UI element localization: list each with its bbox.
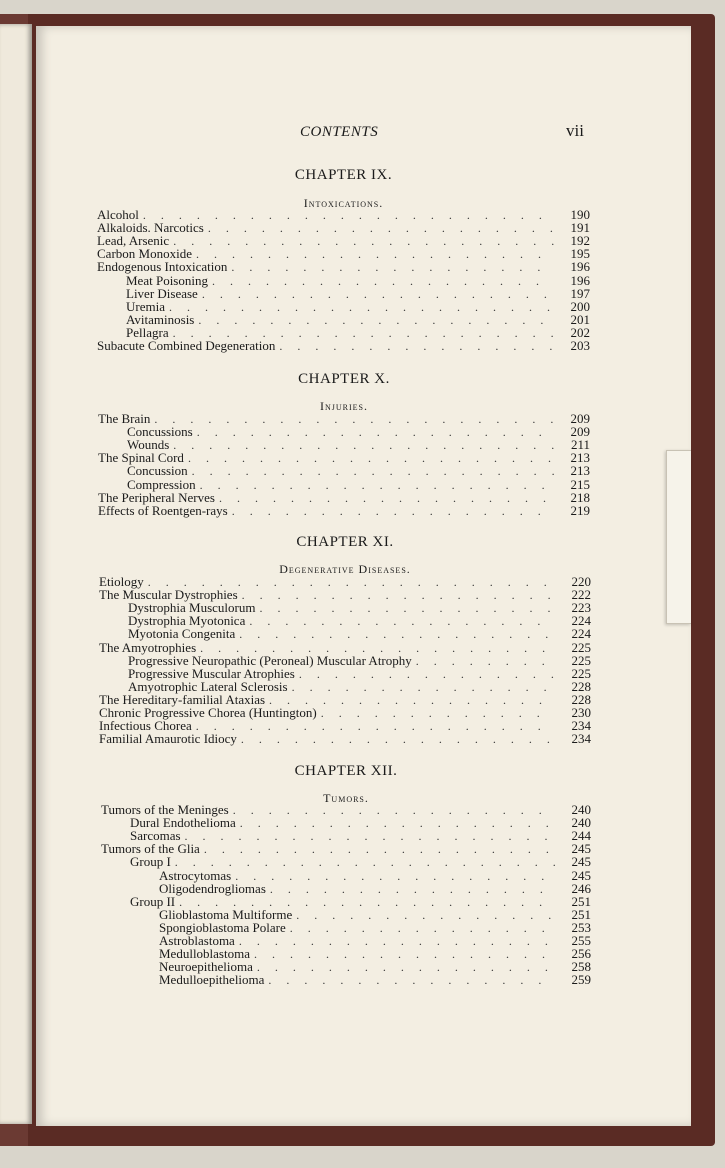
toc-entry-page: 211: [570, 437, 590, 453]
toc-entry-title: Liver Disease: [126, 285, 198, 301]
toc-entry-page: 255: [571, 933, 591, 948]
toc-entry[interactable]: [130, 816, 591, 830]
toc-entry-page: 228: [571, 678, 591, 694]
toc-entry-page: 201: [570, 311, 590, 327]
toc-entry-title: Amyotrophic Lateral Sclerosis: [128, 678, 288, 694]
toc-entry-page: 234: [571, 718, 591, 734]
chapter-title: CHAPTER IX.: [294, 167, 393, 183]
dot-leader: [241, 732, 555, 746]
toc-entry-title: Compression: [127, 476, 196, 492]
toc-entry-title: Uremia: [126, 298, 165, 314]
toc-entry-page: 222: [571, 587, 591, 603]
toc-entry[interactable]: [128, 627, 591, 641]
toc-entry-title: Endogenous Intoxication: [97, 259, 228, 275]
toc-entry-title: Sarcomas: [130, 828, 181, 844]
toc-entry[interactable]: [126, 287, 590, 301]
dot-leader: [321, 706, 555, 720]
toc-entry-page: 258: [571, 959, 591, 975]
toc-entry-page: 225: [571, 639, 591, 655]
toc-entry-page: 197: [570, 285, 590, 301]
toc-entry[interactable]: [159, 973, 591, 987]
dot-leader: [240, 816, 555, 830]
dot-leader: [196, 719, 555, 733]
toc-entry-title: Avitaminosis: [126, 311, 195, 327]
toc-entry-page: 200: [570, 298, 590, 314]
dot-leader: [154, 412, 554, 426]
toc-entry-page: 230: [571, 705, 591, 720]
toc-entry-page: 244: [571, 828, 591, 844]
toc-entry[interactable]: [97, 221, 590, 235]
toc-entry-page: 240: [571, 815, 591, 831]
dot-leader: [196, 247, 554, 261]
section-heading: Tumors.: [323, 791, 369, 805]
dot-leader: [198, 313, 554, 327]
toc-entry-title: The Muscular Dystrophies: [99, 587, 238, 603]
dot-leader: [242, 588, 555, 602]
toc-entry[interactable]: [126, 313, 590, 327]
section-heading: Intoxications.: [303, 196, 384, 210]
toc-entry-title: Astroblastoma: [159, 933, 235, 948]
dot-leader: [192, 464, 554, 478]
toc-entry-page: 224: [571, 613, 591, 629]
dot-leader: [259, 601, 555, 615]
dot-leader: [239, 627, 555, 641]
toc-entry-page: 228: [571, 691, 591, 707]
toc-entry-page: 251: [571, 906, 591, 922]
toc-entry-title: Tumors of the Glia: [101, 841, 200, 857]
toc-entry-title: The Amyotrophies: [99, 639, 197, 655]
section-heading: Degenerative Diseases.: [279, 562, 411, 576]
toc-entry-title: Concussions: [127, 424, 193, 440]
dot-leader: [235, 869, 555, 883]
toc-entry[interactable]: [101, 842, 591, 856]
dot-leader: [202, 287, 554, 301]
chapter-title: CHAPTER XII.: [294, 763, 398, 779]
toc-entry-title: Concussion: [127, 463, 188, 479]
dot-leader: [204, 842, 555, 856]
toc-entry-page: 213: [570, 463, 590, 479]
dot-leader: [249, 614, 555, 628]
dot-leader: [188, 451, 554, 465]
toc-entry-page: 223: [571, 600, 591, 616]
toc-entry-page: 202: [570, 324, 590, 340]
dot-leader: [233, 803, 555, 817]
toc-entry-page: 196: [570, 272, 590, 288]
toc-entry-title: Wounds: [127, 437, 170, 453]
dot-leader: [143, 208, 554, 222]
dot-leader: [169, 300, 554, 314]
toc-entry-title: Pellagra: [126, 324, 169, 340]
toc-entry-page: 220: [571, 574, 591, 589]
toc-entry-title: Dural Endothelioma: [130, 815, 236, 831]
dot-leader: [175, 855, 555, 869]
toc-entry-title: Myotonia Congenita: [128, 626, 236, 642]
toc-entry-title: Chronic Progressive Chorea (Huntington): [99, 705, 317, 720]
toc-entry-page: 245: [571, 867, 591, 883]
dot-leader: [232, 504, 554, 518]
toc-entry[interactable]: [98, 504, 590, 518]
dot-leader: [296, 908, 555, 922]
toc-entry-title: Glioblastoma Multiforme: [159, 906, 293, 922]
toc-entry-page: 218: [570, 489, 590, 505]
dot-leader: [416, 654, 555, 668]
toc-entry-title: Effects of Roentgen-rays: [98, 502, 228, 518]
section-heading: Injuries.: [320, 399, 368, 413]
dot-leader: [279, 339, 554, 353]
dot-leader: [185, 829, 555, 843]
toc-entry-page: 209: [570, 424, 590, 440]
toc-entry-page: 246: [571, 880, 591, 896]
toc-entry-title: Progressive Muscular Atrophies: [128, 665, 295, 681]
toc-entry-title: Medulloepithelioma: [159, 972, 265, 988]
dot-leader: [173, 438, 554, 452]
toc-entry-page: 225: [571, 652, 591, 668]
toc-entry-title: The Spinal Cord: [98, 450, 184, 466]
dot-leader: [231, 260, 554, 274]
toc-entry-page: 251: [571, 893, 591, 909]
toc-entry-title: Etiology: [99, 574, 144, 589]
toc-entry-title: Progressive Neuropathic (Peroneal) Muscular Atrophy: [128, 652, 412, 668]
toc-entry-title: Alcohol: [97, 207, 139, 222]
toc-entry[interactable]: [97, 339, 590, 353]
dot-leader: [290, 921, 555, 935]
toc-entry-page: 224: [571, 626, 591, 642]
toc-entry[interactable]: [127, 425, 590, 439]
toc-entry-page: 192: [570, 233, 590, 249]
toc-entry-title: The Peripheral Nerves: [98, 489, 215, 505]
dot-leader: [212, 274, 554, 288]
dot-leader: [254, 947, 555, 961]
toc-entry-page: 256: [571, 946, 591, 962]
dot-leader: [219, 491, 554, 505]
toc-entry-page: 240: [571, 802, 591, 817]
toc-entry-page: 191: [570, 220, 590, 236]
running-head: CONTENTS: [300, 124, 379, 140]
toc-entry-page: 195: [570, 246, 590, 262]
toc-entry-title: Oligodendrogliomas: [159, 880, 266, 896]
toc-entry-page: 203: [570, 338, 590, 353]
page-number: vii: [566, 121, 584, 140]
toc-entry-title: Medulloblastoma: [159, 946, 250, 962]
chapter-title: CHAPTER XI.: [296, 534, 394, 550]
toc-entry-page: 225: [571, 665, 591, 681]
chapter-title: CHAPTER X.: [298, 371, 390, 387]
dot-leader: [299, 667, 555, 681]
toc-entry-page: 259: [571, 972, 591, 988]
toc-entry-page: 219: [570, 502, 590, 518]
toc-entry-page: 190: [570, 207, 590, 222]
page-tab-marker: [666, 450, 691, 624]
toc-entry-title: The Brain: [98, 411, 151, 426]
toc-entry-title: Carbon Monoxide: [97, 246, 192, 262]
dot-leader: [239, 934, 555, 948]
toc-entry-title: Tumors of the Meninges: [101, 802, 229, 817]
toc-entry-title: Infectious Chorea: [99, 718, 192, 734]
toc-entry-title: Group II: [130, 893, 176, 909]
toc-entry-title: Dystrophia Musculorum: [128, 600, 256, 616]
toc-entry-page: 234: [571, 731, 591, 747]
toc-entry-title: Meat Poisoning: [126, 272, 208, 288]
toc-entry-title: Group I: [130, 854, 171, 870]
dot-leader: [257, 960, 555, 974]
toc-entry[interactable]: [126, 300, 590, 314]
toc-entry-title: Spongioblastoma Polare: [159, 919, 286, 935]
toc-entry-title: Neuroepithelioma: [159, 959, 253, 975]
dot-leader: [197, 425, 554, 439]
toc-entry[interactable]: [159, 882, 591, 896]
dot-leader: [173, 234, 554, 248]
dot-leader: [270, 882, 555, 896]
toc-entry-title: The Hereditary-familial Ataxias: [99, 691, 266, 707]
toc-entry-page: 253: [571, 919, 591, 935]
toc-entry-title: Astrocytomas: [159, 867, 232, 883]
toc-entry-page: 245: [571, 854, 591, 870]
toc-entry-page: 245: [571, 841, 591, 857]
toc-entry[interactable]: [127, 464, 590, 478]
dot-leader: [292, 680, 555, 694]
toc-entry-title: Subacute Combined Degeneration: [97, 338, 276, 353]
dot-leader: [208, 221, 554, 235]
toc-entry[interactable]: [127, 438, 590, 452]
toc-entry-page: 209: [570, 411, 590, 426]
toc-entry[interactable]: [99, 732, 591, 746]
toc-entry-title: Lead, Arsenic: [97, 233, 170, 249]
toc-entry-page: 215: [570, 476, 590, 492]
toc-entry-title: Dystrophia Myotonica: [128, 613, 246, 629]
left-page-edge: [0, 24, 32, 1124]
toc-entry-title: Alkaloids. Narcotics: [97, 220, 204, 236]
dot-leader: [268, 973, 555, 987]
toc-entry-page: 213: [570, 450, 590, 466]
toc-entry-title: Familial Amaurotic Idiocy: [99, 731, 237, 747]
toc-entry-page: 196: [570, 259, 590, 275]
dot-leader: [200, 478, 554, 492]
